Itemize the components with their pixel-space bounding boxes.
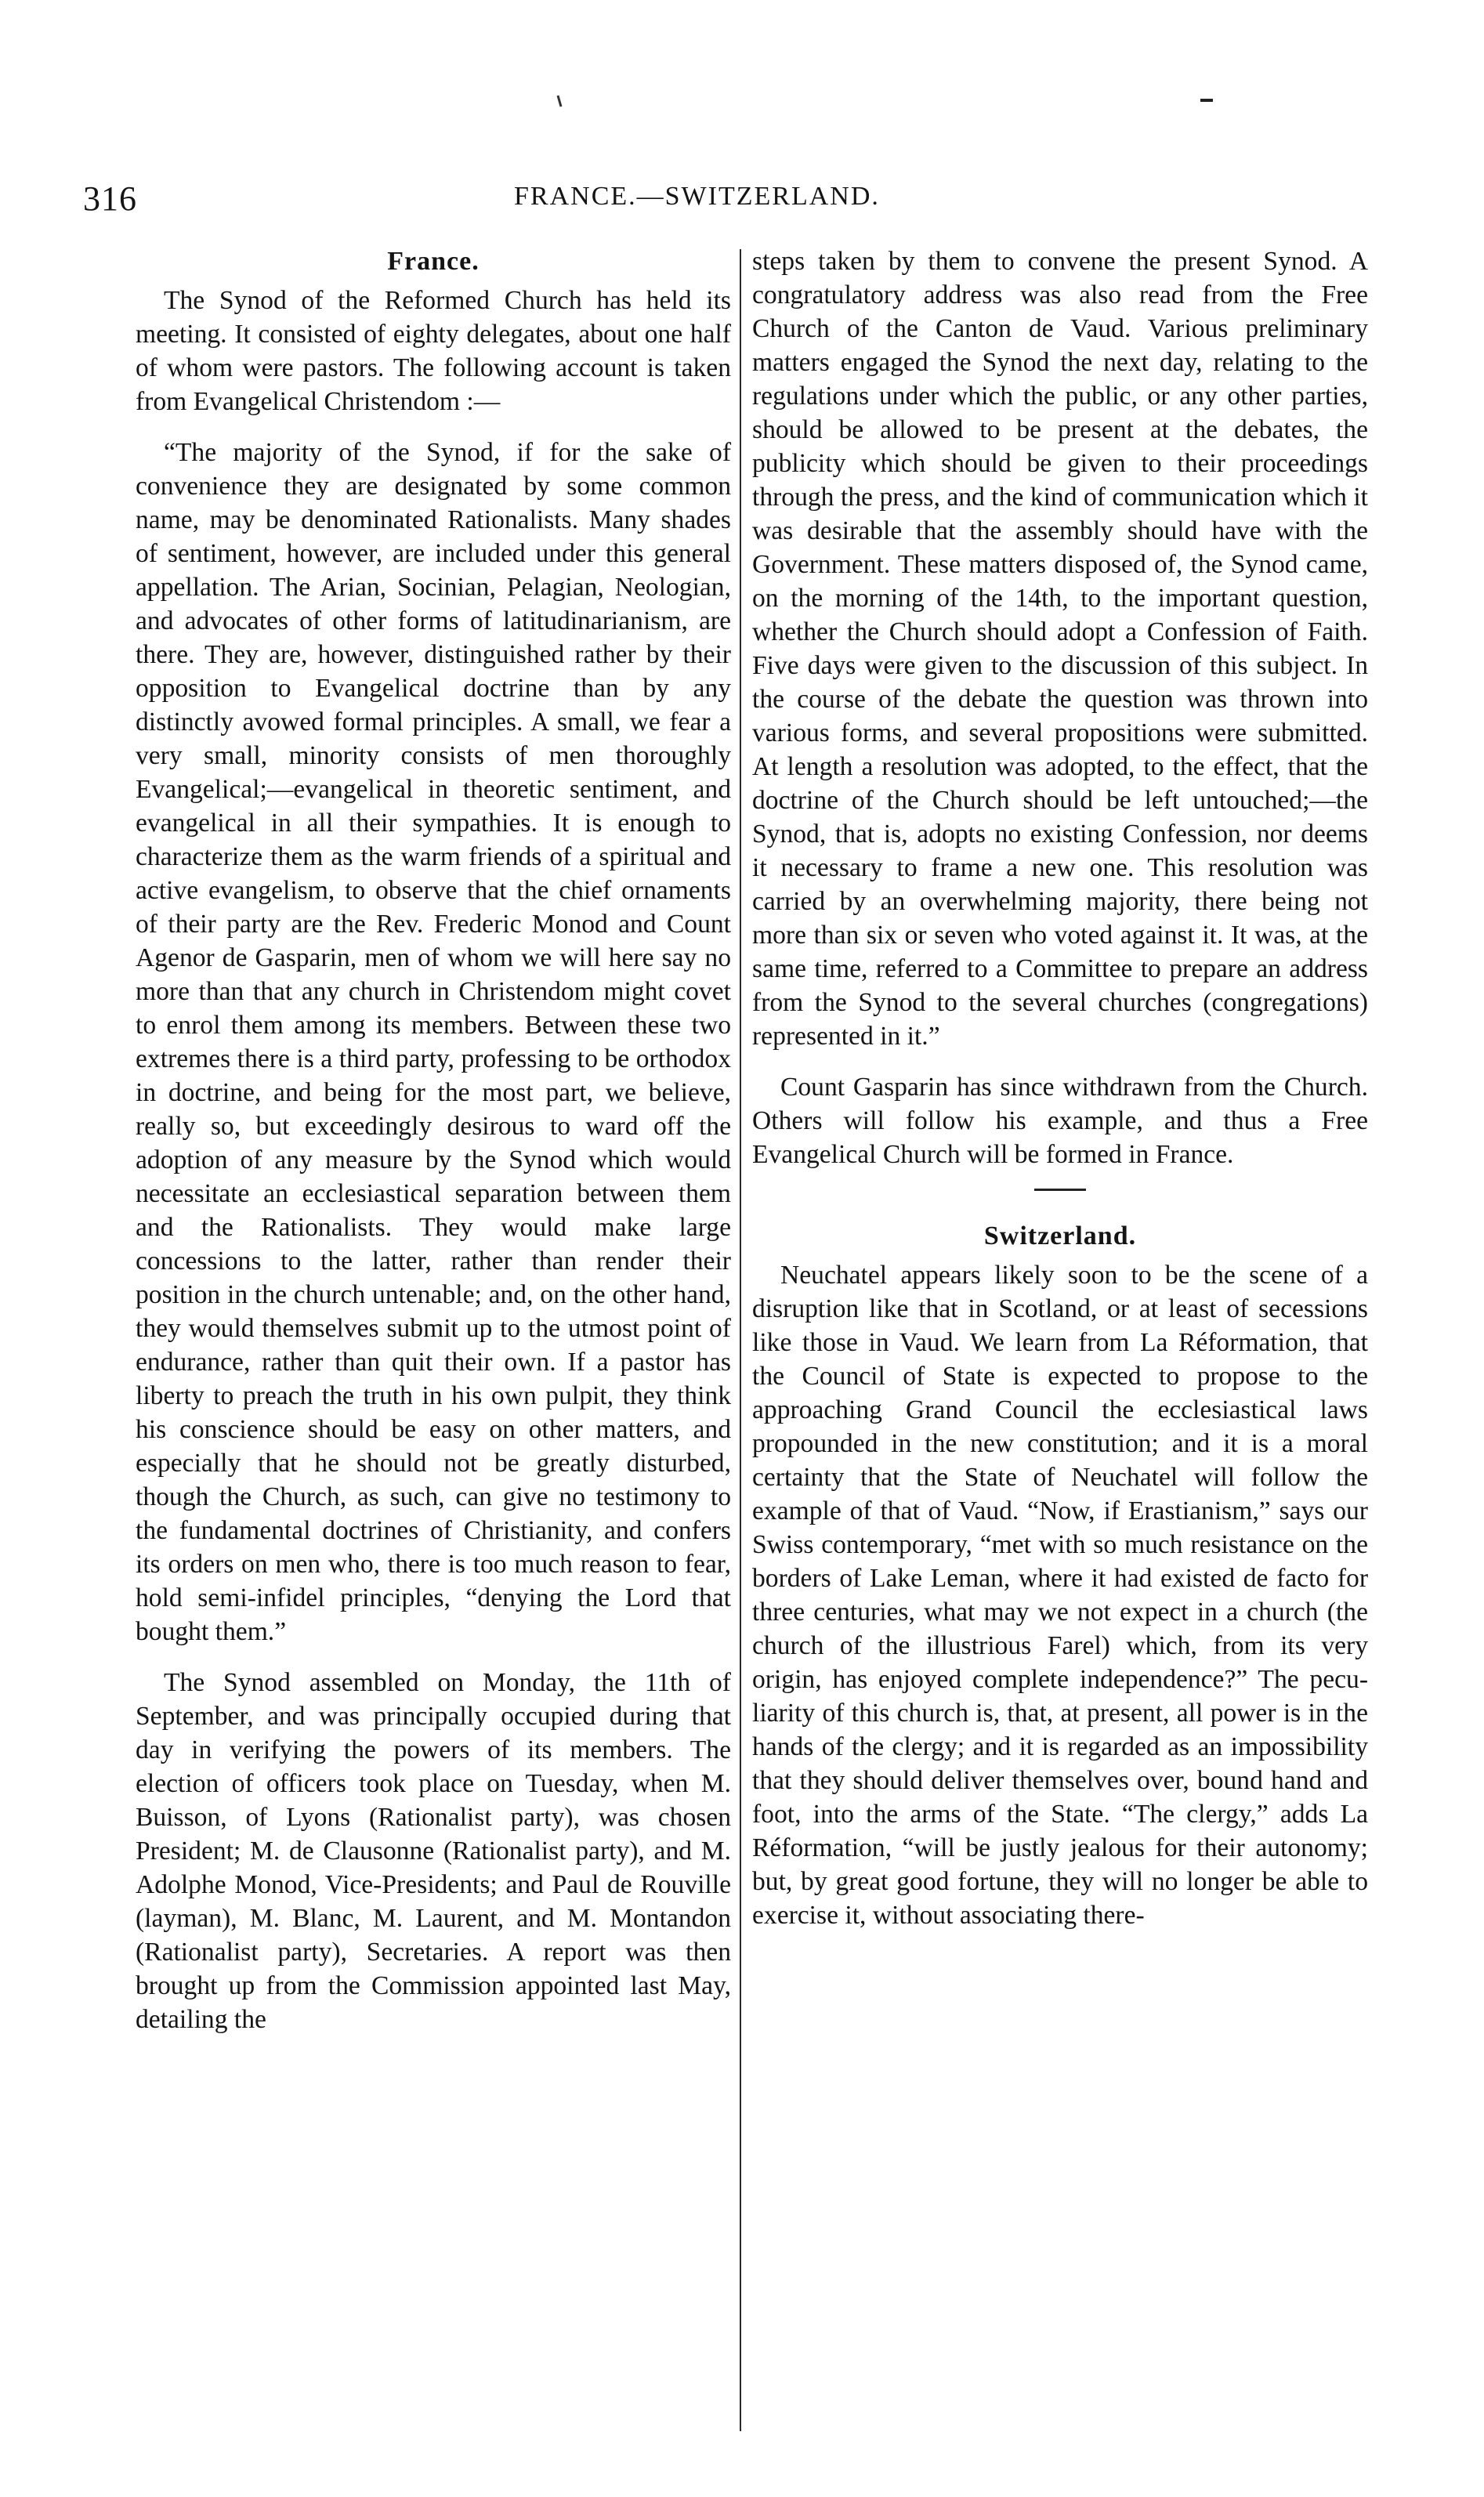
section-heading-switzerland: Switzerland. bbox=[983, 1221, 1137, 1250]
paragraph-continued: steps taken by them to convene the present Synod. A congratulatory address was also read from the Free Church of the Canton de Vaud. Various preliminary matters engaged the Synod the next day, relating to the regulations under which the public, or any other parties, should be allowed to be present at the debates, the publicity which should be given to their proceedings through the press, and the kind of communication which it was desirable that the assembly should have with the Government. These matters disposed of, the Synod came, on the morning of the 14th, to the important question, whether the Church should adopt a Confession of Faith. Five days were given to the discussion of this subject. In the course of the debate the question was thrown into various forms, and several propositions were submitted. At length a resolution was adopted, to the effect, that the doctrine of the Church should be left untouched;—the Synod, that is, adopts no existing Confession, nor deems it necessary to frame a new one. This resolution was carried by an overwhelming majority, there being not more than six or seven who voted against it. It was, at the same time, referred to a Committee to prepare an address from the Synod to the several churches (congregations) represented in it.” bbox=[752, 247, 1368, 1051]
running-title: FRANCE.—SWITZERLAND. bbox=[514, 182, 880, 211]
left-column bbox=[136, 244, 731, 2475]
scan-speck bbox=[558, 96, 561, 107]
section-separator bbox=[1034, 1189, 1086, 1191]
page-number: 316 bbox=[83, 179, 137, 218]
paragraph: Count Gasparin has since withdrawn from the Church. Others will follow his example, and thus a Free Evangelical Church will be formed in France. bbox=[752, 1073, 1368, 1169]
paragraph: The Synod of the Reformed Church has held its meeting. It consisted of eighty delegates, about one half of whom were pastors. The following account is taken from Evangelical Christendom :— bbox=[136, 286, 731, 416]
right-column bbox=[752, 244, 1368, 2475]
scan-specks bbox=[0, 0, 1484, 157]
page-header bbox=[83, 179, 1399, 226]
paragraph: The Synod assembled on Monday, the 11th of September, and was principally occupied during that day in verifying the powers of its members. The election of officers took place on Tuesday, when M. Buisson, of Lyons (Rationalist party), was chosen President; M. de Clausonne (Rationalist party), and M. Adolphe Monod, Vice-Presidents; and Paul de Rouville (layman), M. Blanc, M. Laurent, and M. Montandon (Rationalist party), Secretaries. A report was then brought up from the Commission appointed last May, detailing the bbox=[136, 1668, 731, 2034]
paragraph: Neuchatel appears likely soon to be the scene of a disruption like that in Scotland, or at least of secessions like those in Vaud. We learn from La Réformation, that the Council of State is expected to propose to the approaching Grand Council the ecclesiastical laws propounded in the new constitution; and it is a moral certainty that the State of Neuchatel will follow the example of that of Vaud. “Now, if Erastianism,” says our Swiss contemporary, “met with so much resistance on the borders of Lake Leman, where it had existed de facto for three centuries, what may we not expect in a church (the church of the illustrious Farel) which, from its very origin, has enjoyed complete independence?” The peculiarity of this church is, that, at present, all power is in the hands of the clergy; and it is regarded as an impossibility that they should deliver themselves over, bound hand and foot, into the arms of the State. “The clergy,” adds La Réformation, “will be justly jealous for their autonomy; but, by great good fortune, they will no longer be able to exercise it, without associating there- bbox=[752, 1261, 1368, 1930]
column-divider bbox=[740, 249, 741, 2431]
section-heading-france: France. bbox=[387, 247, 480, 276]
paragraph: “The majority of the Synod, if for the sake of convenience they are designated by some common name, may be denominated Rationalists. Many shades of sentiment, however, are included under this general appellation. The Arian, Socinian, Pelagian, Neologian, and advocates of other forms of latitudinarianism, are there. They are, however, distinguished rather by their opposition to Evangelical doctrine than by any distinctly avowed formal principles. A small, we fear a very small, minority consists of men thoroughly Evangelical;—evangelical in theoretic sentiment, and evangelical in all their sympathies. It is enough to characterize them as the warm friends of a spiritual and active evangelism, to observe that the chief ornaments of their party are the Rev. Frederic Monod and Count Agenor de Gasparin, men of whom we will here say no more than that any church in Christendom might covet to enrol them among its members. Between these two extremes there is a third party, professing to be orthodox in doctrine, and being for the most part, we believe, really so, but exceedingly desirous to ward off the adoption of any measure by the Synod which would necessitate an ecclesiastical separation between them and the Rationalists. They would make large concessions to the latter, rather than render their position in the church untenable; and, on the other hand, they would themselves submit up to the utmost point of endurance, rather than quit their own. If a pastor has liberty to preach the truth in his own pulpit, they think his conscience should be easy on other matters, and especially that he should not be greatly disturbed, though the Church, as such, can give no testimony to the fundamental doctrines of Christianity, and confers its orders on men who, there is too much reason to fear, hold semi-infidel principles, “denying the Lord that bought them.” bbox=[136, 438, 731, 1646]
